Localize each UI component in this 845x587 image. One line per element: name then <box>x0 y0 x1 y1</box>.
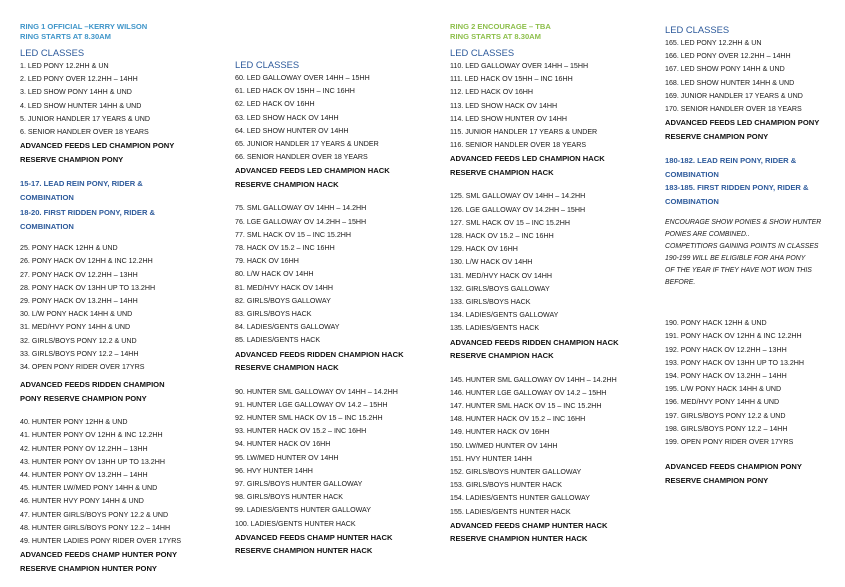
class-item: 155. LADIES/GENTS HUNTER HACK <box>450 507 571 516</box>
champion-line: ADVANCED FEEDS LED CHAMPION HACK <box>450 154 605 164</box>
combination-heading: COMBINATION <box>665 169 719 179</box>
class-item: 135. LADIES/GENTS HACK <box>450 324 540 333</box>
class-item: 149. HUNTER HACK OV 16HH <box>450 428 550 437</box>
class-item: 4. LED SHOW HUNTER 14HH & UND <box>20 101 142 110</box>
reserve-line: RESERVE CHAMPION HUNTER HACK <box>235 546 373 556</box>
class-item: 98. GIRLS/BOYS HUNTER HACK <box>235 493 344 502</box>
reserve-line: RESERVE CHAMPION PONY <box>20 154 124 164</box>
eligibility-note: OF THE YEAR IF THEY HAVE NOT WON THIS <box>665 267 812 275</box>
ring2-led-heading: LED CLASSES <box>450 47 515 58</box>
champion-line: ADVANCED FEEDS CHAMP HUNTER PONY <box>20 550 178 560</box>
class-item: 66. SENIOR HANDLER OVER 18 YEARS <box>235 153 368 162</box>
class-item: 60. LED GALLOWAY OVER 14HH – 15HH <box>235 74 370 82</box>
class-item: 131. MED/HVY HACK OV 14HH <box>450 271 552 280</box>
combination-heading: 18-20. FIRST RIDDEN PONY, RIDER & <box>20 208 156 218</box>
eligibility-note: BEFORE. <box>665 279 696 287</box>
class-item: 190. PONY HACK 12HH & UND <box>665 319 767 328</box>
combination-heading: 180-182. LEAD REIN PONY, RIDER & <box>665 156 797 166</box>
class-item: 130. L/W HACK OV 14HH <box>450 258 533 267</box>
class-item: 5. JUNIOR HANDLER 17 YEARS & UND <box>20 114 150 123</box>
class-item: 150. LW/MED HUNTER OV 14HH <box>450 441 558 450</box>
class-item: 75. SML GALLOWAY OV 14HH – 14.2HH <box>235 204 367 213</box>
champion-line: ADVANCED FEEDS RIDDEN CHAMPION <box>20 380 165 390</box>
class-item: 2. LED PONY OVER 12.2HH – 14HH <box>20 75 138 84</box>
class-item: 34. OPEN PONY RIDER OVER 17YRS <box>20 363 145 372</box>
reserve-line: RESERVE CHAMPION HUNTER PONY <box>20 563 157 573</box>
class-item: 146. HUNTER LGE GALLOWAY OV 14.2 – 15HH <box>450 388 607 397</box>
class-item: 97. GIRLS/BOYS HUNTER GALLOWAY <box>235 480 363 489</box>
class-item: 33. GIRLS/BOYS PONY 12.2 – 14HH <box>20 349 139 358</box>
eligibility-note: PONIES ARE COMBINED.. <box>665 231 750 239</box>
class-item: 31. MED/HVY PONY 14HH & UND <box>20 323 131 332</box>
class-item: 113. LED SHOW HACK OV 14HH <box>450 101 558 110</box>
combination-heading: 183-185. FIRST RIDDEN PONY, RIDER & <box>665 183 809 193</box>
combination-heading: COMBINATION <box>20 221 74 231</box>
class-item: 153. GIRLS/BOYS HUNTER HACK <box>450 481 562 490</box>
class-item: 147. HUNTER SML HACK OV 15 – INC 15.2HH <box>450 402 602 411</box>
class-item: 151. HVY HUNTER 14HH <box>450 454 532 463</box>
champion-line: ADVANCED FEEDS RIDDEN CHAMPION HACK <box>235 349 404 359</box>
class-item: 154. LADIES/GENTS HUNTER GALLOWAY <box>450 494 590 503</box>
class-item: 197. GIRLS/BOYS PONY 12.2 & UND <box>665 411 786 420</box>
class-item: 168. LED SHOW HUNTER 14HH & UND <box>665 78 795 87</box>
class-item: 128. HACK OV 15.2 – INC 16HH <box>450 232 554 241</box>
class-item: 193. PONY HACK OV 13HH UP TO 13.2HH <box>665 358 805 367</box>
class-item: 79. HACK OV 16HH <box>235 257 299 266</box>
class-item: 115. JUNIOR HANDLER 17 YEARS & UNDER <box>450 128 598 137</box>
combination-heading: 15-17. LEAD REIN PONY, RIDER & <box>20 179 143 189</box>
class-item: 76. LGE GALLOWAY OV 14.2HH – 15HH <box>235 217 367 226</box>
class-item: 27. PONY HACK OV 12.2HH – 13HH <box>20 270 138 279</box>
class-item: 194. PONY HACK OV 13.2HH – 14HH <box>665 372 787 381</box>
champion-line: ADVANCED FEEDS RIDDEN CHAMPION HACK <box>450 337 619 347</box>
class-item: 63. LED SHOW HACK OV 14HH <box>235 113 339 122</box>
class-item: 28. PONY HACK OV 13HH UP TO 13.2HH <box>20 283 156 292</box>
class-item: 110. LED GALLOWAY OVER 14HH – 15HH <box>450 62 589 70</box>
class-item: 112. LED HACK OV 16HH <box>450 88 534 97</box>
reserve-line: RESERVE CHAMPION PONY <box>665 131 769 141</box>
champion-line: ADVANCED FEEDS LED CHAMPION PONY <box>20 141 175 151</box>
champion-line: ADVANCED FEEDS LED CHAMPION HACK <box>235 166 390 176</box>
class-item: 3. LED SHOW PONY 14HH & UND <box>20 88 132 97</box>
class-item: 41. HUNTER PONY OV 12HH & INC 12.2HH <box>20 431 163 440</box>
class-item: 94. HUNTER HACK OV 16HH <box>235 440 331 449</box>
ring2-title: RING 2 ENCOURAGE – TBA <box>450 22 551 31</box>
class-item: 126. LGE GALLOWAY OV 14.2HH – 15HH <box>450 205 586 214</box>
class-item: 114. LED SHOW HUNTER OV 14HH <box>450 114 567 123</box>
class-item: 64. LED SHOW HUNTER OV 14HH <box>235 126 349 135</box>
class-item: 43. HUNTER PONY OV 13HH UP TO 13.2HH <box>20 457 165 466</box>
class-item: 62. LED HACK OV 16HH <box>235 100 315 109</box>
class-item: 85. LADIES/GENTS HACK <box>235 336 321 345</box>
class-item: 145. HUNTER SML GALLOWAY OV 14HH – 14.2HH <box>450 375 617 384</box>
class-item: 47. HUNTER GIRLS/BOYS PONY 12.2 & UND <box>20 510 169 519</box>
class-item: 116. SENIOR HANDLER OVER 18 YEARS <box>450 141 587 150</box>
class-item: 90. HUNTER SML GALLOWAY OV 14HH – 14.2HH <box>235 387 398 396</box>
class-item: 99. LADIES/GENTS HUNTER GALLOWAY <box>235 506 371 515</box>
ring2-column-continued <box>665 0 845 487</box>
class-item: 78. HACK OV 15.2 – INC 16HH <box>235 244 335 253</box>
class-item: 40. HUNTER PONY 12HH & UND <box>20 418 128 427</box>
eligibility-note: ENCOURAGE SHOW PONIES & SHOW HUNTER <box>665 219 822 227</box>
class-item: 196. MED/HVY PONY 14HH & UND <box>665 398 780 407</box>
ring1-column-continued <box>235 0 440 558</box>
reserve-line: RESERVE CHAMPION HACK <box>450 351 554 361</box>
class-item: 42. HUNTER PONY OV 12.2HH – 13HH <box>20 444 148 453</box>
col2-led-heading: LED CLASSES <box>235 59 300 70</box>
champion-line: ADVANCED FEEDS CHAMP HUNTER HACK <box>235 532 393 542</box>
ring1-start-time: RING STARTS AT 8.30AM <box>20 32 111 41</box>
reserve-line: RESERVE CHAMPION HUNTER HACK <box>450 534 588 544</box>
class-item: 65. JUNIOR HANDLER 17 YEARS & UNDER <box>235 140 379 149</box>
class-item: 25. PONY HACK 12HH & UND <box>20 244 118 253</box>
class-item: 80. L/W HACK OV 14HH <box>235 270 314 279</box>
class-item: 127. SML HACK OV 15 – INC 15.2HH <box>450 218 570 227</box>
class-item: 199. OPEN PONY RIDER OVER 17YRS <box>665 438 794 447</box>
class-item: 169. JUNIOR HANDLER 17 YEARS & UND <box>665 91 803 100</box>
class-item: 48. HUNTER GIRLS/BOYS PONY 12.2 – 14HH <box>20 523 171 532</box>
class-item: 111. LED HACK OV 15HH – INC 16HH <box>450 75 573 84</box>
class-item: 91. HUNTER LGE GALLOWAY OV 14.2 – 15HH <box>235 400 388 409</box>
class-item: 100. LADIES/GENTS HUNTER HACK <box>235 519 356 528</box>
class-item: 81. MED/HVY HACK OV 14HH <box>235 283 334 292</box>
class-item: 1. LED PONY 12.2HH & UN <box>20 62 109 70</box>
class-item: 44. HUNTER PONY OV 13.2HH – 14HH <box>20 471 148 480</box>
class-item: 49. HUNTER LADIES PONY RIDER OVER 17YRS <box>20 537 182 546</box>
class-item: 195. L/W PONY HACK 14HH & UND <box>665 385 782 394</box>
champion-line: ADVANCED FEEDS CHAMP HUNTER HACK <box>450 520 608 530</box>
class-item: 134. LADIES/GENTS GALLOWAY <box>450 311 559 320</box>
class-item: 167. LED SHOW PONY 14HH & UND <box>665 65 785 74</box>
class-item: 83. GIRLS/BOYS HACK <box>235 310 312 319</box>
class-item: 92. HUNTER SML HACK OV 15 – INC 15.2HH <box>235 414 383 423</box>
class-item: 198. GIRLS/BOYS PONY 12.2 – 14HH <box>665 424 788 433</box>
reserve-line: RESERVE CHAMPION HACK <box>235 179 339 189</box>
champion-line: ADVANCED FEEDS CHAMPION PONY <box>665 462 802 472</box>
class-item: 125. SML GALLOWAY OV 14HH – 14.2HH <box>450 192 586 201</box>
reserve-line: RESERVE CHAMPION HACK <box>450 167 554 177</box>
class-item: 93. HUNTER HACK OV 15.2 – INC 16HH <box>235 427 367 436</box>
class-item: 96. HVY HUNTER 14HH <box>235 466 313 475</box>
col4-led-heading: LED CLASSES <box>665 24 730 35</box>
eligibility-note: COMPETITIORS GAINING POINTS IN CLASSES <box>665 243 819 251</box>
combination-heading: COMBINATION <box>665 196 719 206</box>
class-item: 165. LED PONY 12.2HH & UN <box>665 39 762 47</box>
class-item: 82. GIRLS/BOYS GALLOWAY <box>235 296 331 305</box>
class-item: 166. LED PONY OVER 12.2HH – 14HH <box>665 52 791 61</box>
class-item: 61. LED HACK OV 15HH – INC 16HH <box>235 87 355 96</box>
class-item: 77. SML HACK OV 15 – INC 15.2HH <box>235 230 352 239</box>
reserve-line: RESERVE CHAMPION HACK <box>235 363 339 373</box>
ring1-title: RING 1 OFFICIAL –KERRY WILSON <box>20 22 148 31</box>
class-item: 129. HACK OV 16HH <box>450 245 518 254</box>
class-item: 191. PONY HACK OV 12HH & INC 12.2HH <box>665 332 802 341</box>
class-item: 84. LADIES/GENTS GALLOWAY <box>235 323 340 332</box>
champion-line: ADVANCED FEEDS LED CHAMPION PONY <box>665 118 820 128</box>
class-item: 132. GIRLS/BOYS GALLOWAY <box>450 284 550 293</box>
class-item: 6. SENIOR HANDLER OVER 18 YEARS <box>20 128 149 137</box>
class-item: 26. PONY HACK OV 12HH & INC 12.2HH <box>20 257 153 266</box>
class-item: 133. GIRLS/BOYS HACK <box>450 298 531 307</box>
combination-heading: COMBINATION <box>20 192 74 202</box>
class-item: 32. GIRLS/BOYS PONY 12.2 & UND <box>20 336 137 345</box>
class-item: 45. HUNTER LW/MED PONY 14HH & UND <box>20 484 158 493</box>
reserve-line: RESERVE CHAMPION PONY <box>665 475 769 485</box>
eligibility-note: 190-199 WILL BE ELIGIBLE FOR AHA PONY <box>665 255 806 263</box>
ring2-column <box>450 0 660 546</box>
class-item: 30. L/W PONY HACK 14HH & UND <box>20 310 133 319</box>
class-item: 148. HUNTER HACK OV 15.2 – INC 16HH <box>450 415 586 424</box>
ring1-column <box>20 0 225 575</box>
class-item: 46. HUNTER HVY PONY 14HH & UND <box>20 497 144 506</box>
ring2-start-time: RING STARTS AT 8.30AM <box>450 32 541 41</box>
class-item: 29. PONY HACK OV 13.2HH – 14HH <box>20 297 138 306</box>
class-item: 152. GIRLS/BOYS HUNTER GALLOWAY <box>450 468 582 477</box>
class-item: 192. PONY HACK OV 12.2HH – 13HH <box>665 345 787 354</box>
ring1-led-heading: LED CLASSES <box>20 47 85 58</box>
champion-line: PONY RESERVE CHAMPION PONY <box>20 393 147 403</box>
class-item: 170. SENIOR HANDLER OVER 18 YEARS <box>665 105 802 114</box>
class-item: 95. LW/MED HUNTER OV 14HH <box>235 453 339 462</box>
